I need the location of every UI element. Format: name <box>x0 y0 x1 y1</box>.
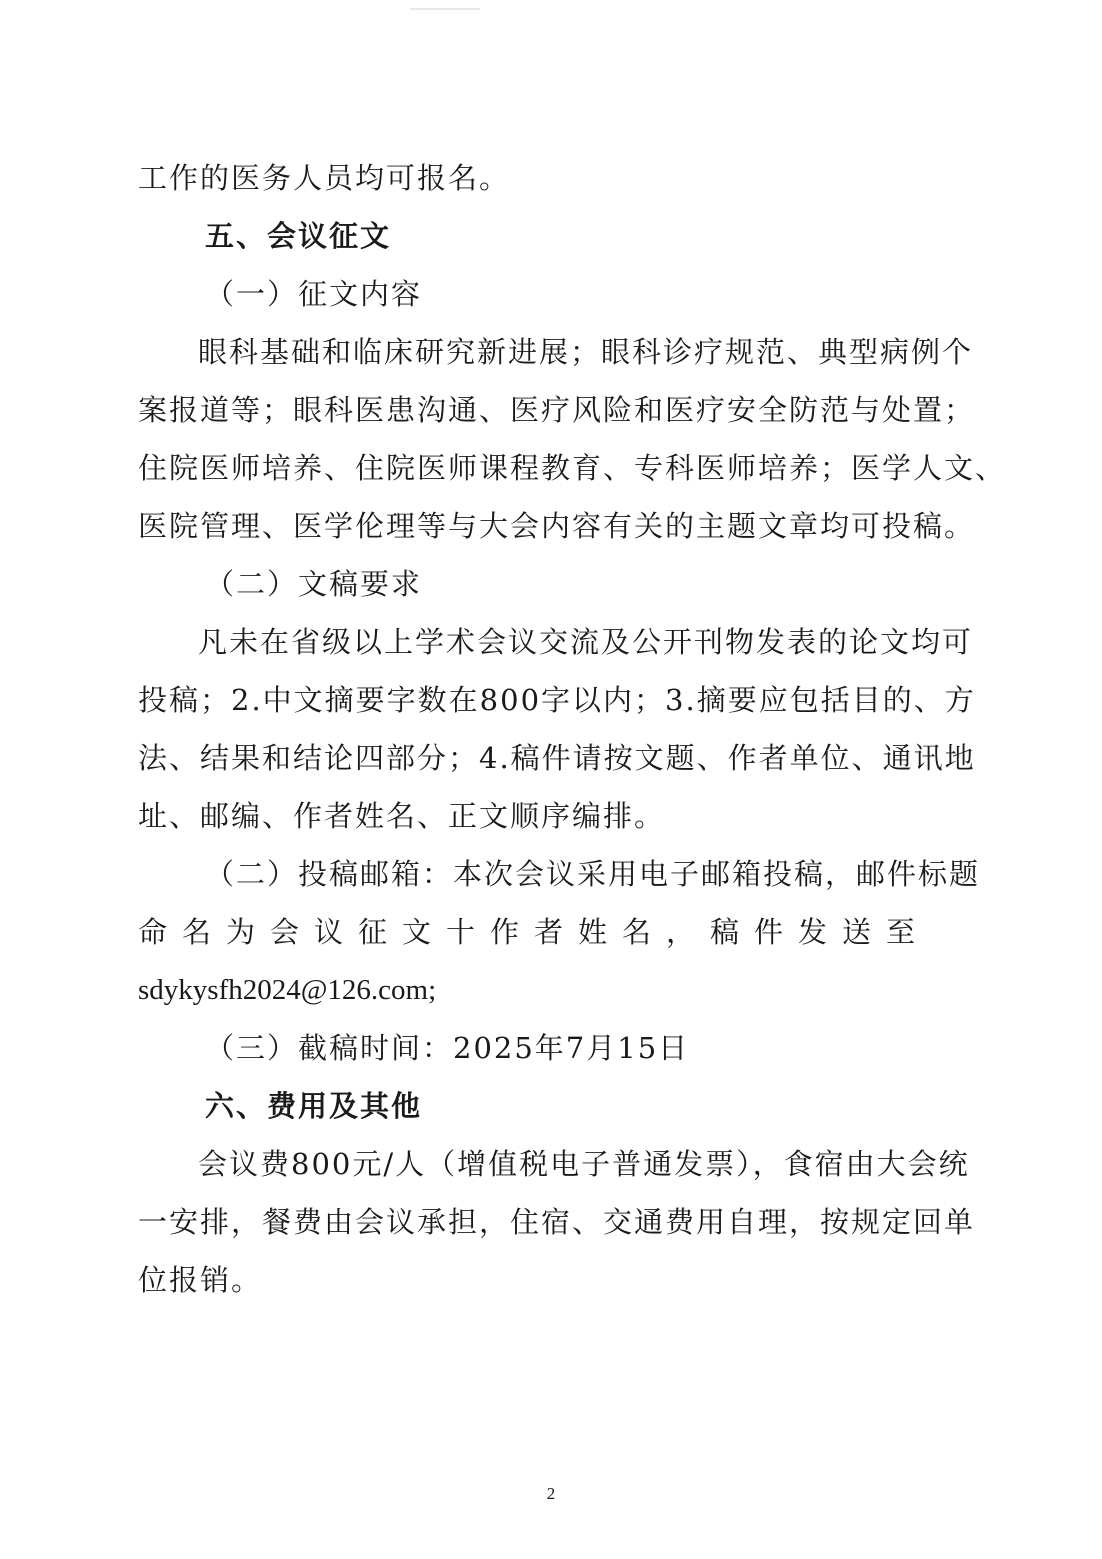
subheading-requirements: （二）文稿要求 <box>205 567 423 601</box>
email-address: sdykysfh2024@126.com; <box>138 974 437 1006</box>
scan-artifact <box>410 8 480 10</box>
paragraph-line: 凡未在省级以上学术会议交流及公开刊物发表的论文均可 <box>198 625 974 659</box>
paragraph-line: 一安排，餐费由会议承担，住宿、交通费用自理，按规定回单 <box>138 1205 976 1239</box>
paragraph-line: 会议费800元/人（增值税电子普通发票），食宿由大会统 <box>198 1147 970 1181</box>
paragraph-line: 眼科基础和临床研究新进展；眼科诊疗规范、典型病例个 <box>198 335 974 369</box>
paragraph-line: 投稿；2.中文摘要字数在800字以内；3.摘要应包括目的、方 <box>138 683 976 717</box>
paragraph-line: （二）投稿邮箱：本次会议采用电子邮箱投稿，邮件标题 <box>205 857 981 891</box>
page-number: 2 <box>546 1484 556 1503</box>
paragraph-line: 住院医师培养、住院医师课程教育、专科医师培养；医学人文、 <box>138 451 1007 485</box>
section-heading-fees: 六、费用及其他 <box>205 1089 423 1123</box>
deadline-line: （三）截稿时间：2025年7月15日 <box>205 1031 690 1065</box>
paragraph-line: 医院管理、医学伦理等与大会内容有关的主题文章均可投稿。 <box>138 509 976 543</box>
paragraph-line-spaced: 命名为会议征文十作者姓名，稿件发送至 <box>138 915 931 949</box>
subheading-content: （一）征文内容 <box>205 277 423 311</box>
paragraph-line: 法、结果和结论四部分；4.稿件请按文题、作者单位、通讯地 <box>138 741 976 775</box>
paragraph-line: 工作的医务人员均可报名。 <box>138 161 511 195</box>
paragraph-line: 址、邮编、作者姓名、正文顺序编排。 <box>138 799 666 833</box>
section-heading-essay: 五、会议征文 <box>205 219 392 253</box>
paragraph-line: 位报销。 <box>138 1263 263 1297</box>
paragraph-line: 案报道等；眼科医患沟通、医疗风险和医疗安全防范与处置； <box>138 393 976 427</box>
